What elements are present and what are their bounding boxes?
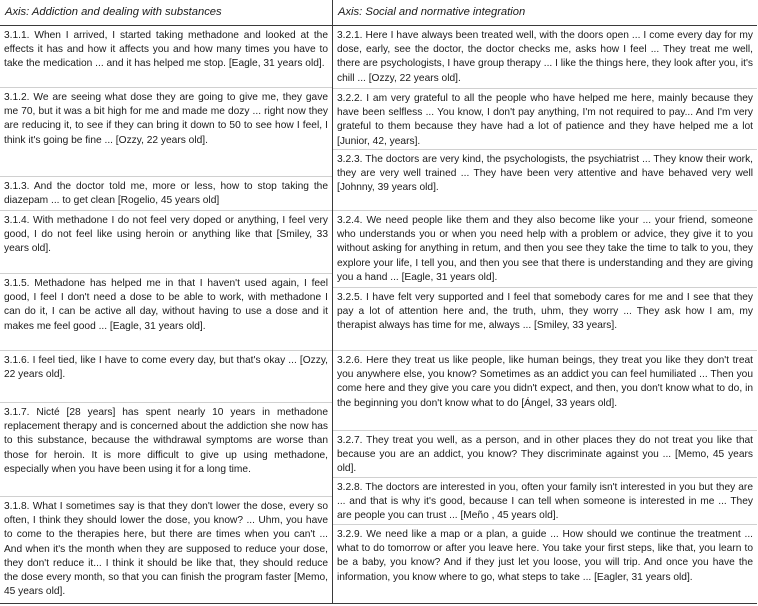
table-cell [333,525,757,603]
table-cell [333,150,757,211]
table-cell [333,431,757,478]
quote-text: 3.2.7. They treat you well, as a person, and in other places they do not treat you like that because you are an addict, you know? They discriminate against you ... [Memo, 45 years old]. [337,435,753,475]
table-cell [333,288,757,351]
table-cell [333,351,757,431]
table-cell [333,26,757,89]
quote-text: 3.2.4. We need people like them and they also become like your ... your friend, someone who understands you or when you need help with a problem or advice, they give it to you without asking for anything in retum, and then you see they take the time to talk to you, they explore your life, I tell you, and then you see that there is understanding and they are giving you a hand ... [Eagle, 31 years old]. [337,215,753,283]
quote-text: 3.1.3. And the doctor told me, more or less, how to stop taking the diazepam ... to get clean [Rogelio, 45 years old] [4,181,328,207]
quote-text: 3.1.4. With methadone I do not feel very doped or anything, I feel very good, I do not feel like using heroin or anything like that [Smiley, 33 years old]. [4,215,328,255]
table-cell [0,274,332,351]
table-cell [0,88,332,177]
table-cell [0,211,332,274]
quote-text: 3.1.8. What I sometimes say is that they don't lower the dose, every so often, I think they should lower the dose, you know? ... Uhm, you have to come to the therapies here, but there are times when you can't ... And when it's the month when they are supposed to reduce your dose, they don't reduce it... I think it should be like that, they should reduce the dose every month, so that you can finish the program faster [Memo, 45 years old]. [4,501,328,598]
quote-text: 3.1.1. When I arrived, I started taking methadone and looked at the effects it has and how it affects you and how many times you have to take the medication ... and it has helped me stop. [Eagle, 31 years old]. [4,30,328,70]
quote-text: 3.1.6. I feel tied, like I have to come every day, but that's okay ... [Ozzy, 22 years old]. [4,355,328,381]
table-bottom-rule [0,603,757,604]
table-cell [0,26,332,88]
right-column-header: Axis: Social and normative integration [333,0,757,25]
quote-text: 3.2.3. The doctors are very kind, the psychologists, the psychiatrist ... They know their work, they are very well trained ... They have been very attentive and have behaved very well [Johnny, 39 years old]. [337,154,753,194]
quote-text: 3.2.2. I am very grateful to all the people who have helped me here, mainly because they have been selfless ... You know, I don't pay anything, I'm not required to pay... And I'm very grateful to them because they have had a lot of patience and they have helped me a lot [Junior, 42, years]. [337,93,753,147]
quote-text: 3.1.5. Methadone has helped me in that I haven't used again, I feel good, I feel I don't need a dose to be able to work, with methadone I can do it, I can be active all day, without having to use a dose and it makes me feel good ... [Eagle, 31 years old]. [4,278,328,332]
quote-text: 3.1.2. We are seeing what dose they are going to give me, they gave me 70, but it was a bit high for me and made me dozy ... right now they are reducing it, to see if they can bring it down to 50 to see how I feel, I think it's going be fine ... [Ozzy, 22 years old]. [4,92,328,146]
table-cell [0,351,332,403]
quote-text: 3.1.7. Nicté [28 years] has spent nearly 10 years in methadone replacement therapy and is concerned about the addiction she now has to this substance, because the withdrawal symptoms are worse than those for heroin. It is more difficult to give up using methadone, especially when you have been using it for a long time. [4,407,328,475]
right-column [333,0,757,583]
table-cell [333,89,757,150]
table-cell [0,177,332,211]
left-column [0,0,332,598]
quote-text: 3.2.6. Here they treat us like people, like human beings, they treat you like they don't treat you anywhere else, you know? Sometimes as an addict you can feel humiliated ... Then you come here and they give you care you didn't expect, and then, you don't know what to do, in the beginning you don't know what to do [Ángel, 33 years old]. [337,355,753,409]
quote-text: 3.2.1. Here I have always been treated well, with the doors open ... I come every day for my dose, early, see the doctor, the doctor checks me, asks how I feel ... They treat me well, there are psychologists, I have group therapy ... I like the things here, they look after you, it's chill ... [Ozzy, 22 years old]. [337,30,753,84]
table-cell [333,478,757,525]
quote-text: 3.2.8. The doctors are interested in you, often your family isn't interested in you but they are ... and that is why it's good, because I can tell when someone is interested in me ... They are people you can trust ... [Meño , 45 years old]. [337,482,753,522]
quote-text: 3.2.9. We need like a map or a plan, a guide ... How should we continue the treatment ... what to do tomorrow or after you leave here. You take your first steps, like that, you learn to be a baby, you know? And if they just let you loose, you will trip. And once you have the information, you know where to go, what steps to take ... [Eagler, 31 years old]. [337,529,753,583]
table-cell [0,497,332,603]
left-column-header: Axis: Addiction and dealing with substances [0,0,332,25]
table-cell [0,403,332,497]
table-cell [333,211,757,288]
quote-text: 3.2.5. I have felt very supported and I feel that somebody cares for me and I see that they pay a lot of attention here and, the truth, uhm, they worry ... They ask how I am, my therapist always has time for me, always ... [Smiley, 33 years]. [337,292,753,332]
